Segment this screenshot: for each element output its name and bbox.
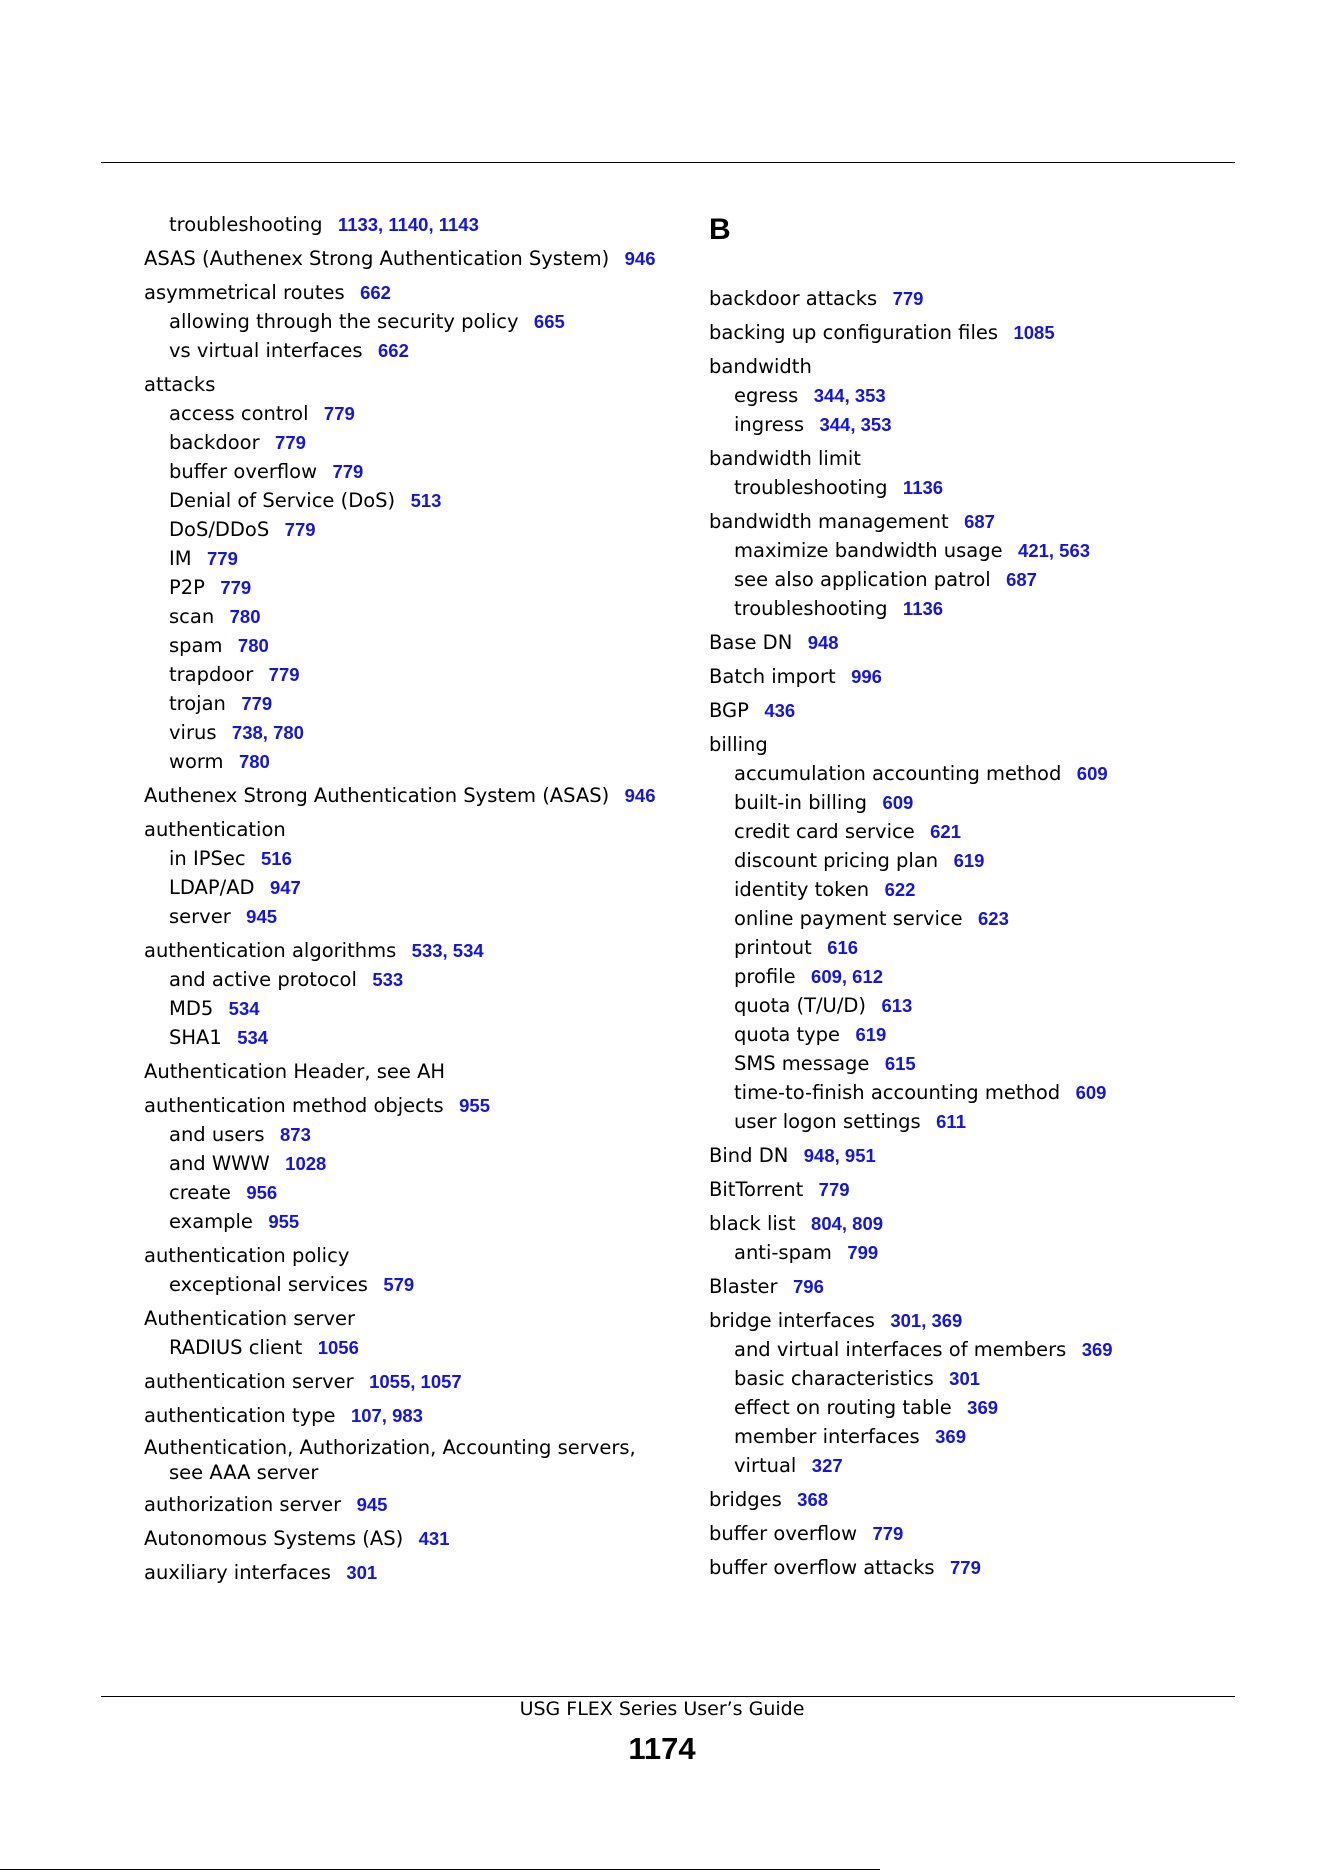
index-term: trojan <box>169 692 226 715</box>
index-term: and active protocol <box>169 968 357 991</box>
page-reference-link[interactable]: 955 <box>268 1211 300 1232</box>
index-entry <box>709 1209 1239 1238</box>
index-subentry <box>709 594 1239 623</box>
index-entry <box>144 244 674 273</box>
index-term: Denial of Service (DoS) <box>169 489 396 512</box>
page-reference-link[interactable]: 946 <box>624 248 656 269</box>
index-term: scan <box>169 605 215 628</box>
bottom-edge-rule <box>0 1869 880 1870</box>
index-term: bridge interfaces <box>709 1309 875 1332</box>
index-term: backdoor attacks <box>709 287 878 310</box>
index-entry <box>144 1524 674 1553</box>
page-reference-link[interactable]: 804, 809 <box>811 1213 884 1234</box>
index-subentry <box>709 962 1239 991</box>
index-entry <box>709 1553 1239 1582</box>
index-term: bandwidth <box>709 355 812 378</box>
page-reference-link[interactable]: 779 <box>872 1523 904 1544</box>
index-term: MD5 <box>169 997 214 1020</box>
index-entry <box>709 696 1239 725</box>
index-entry <box>144 1304 674 1333</box>
page-reference-link[interactable]: 945 <box>356 1494 388 1515</box>
page-reference-link[interactable]: 301, 369 <box>890 1310 963 1331</box>
index-entry <box>144 1057 674 1086</box>
page-reference-link[interactable]: 621 <box>930 821 962 842</box>
page-reference-link[interactable]: 780 <box>238 751 270 772</box>
index-entry <box>144 278 674 307</box>
page-reference-link[interactable]: 779 <box>275 432 306 453</box>
index-subentry <box>709 565 1239 594</box>
page-reference-link[interactable]: 534 <box>237 1027 269 1048</box>
page-reference-link[interactable]: 619 <box>953 850 985 871</box>
index-term: backdoor <box>169 431 260 454</box>
index-term: Authentication, Authorization, Accounting servers, <box>144 1436 636 1459</box>
index-term: allowing through the security policy <box>169 310 519 333</box>
page-reference-link[interactable]: 609 <box>1076 763 1108 784</box>
index-subentry <box>144 1120 674 1149</box>
page-reference-link[interactable]: 611 <box>936 1111 966 1132</box>
page-reference-link[interactable]: 665 <box>533 311 565 332</box>
index-term: troubleshooting <box>734 597 888 620</box>
index-term: IM <box>169 547 192 570</box>
page-reference-link[interactable]: 421, 563 <box>1018 540 1091 561</box>
index-term: and users <box>169 1123 265 1146</box>
index-term: ASAS (Authenex Strong Authentication System) <box>144 247 610 270</box>
index-subentry <box>144 307 674 336</box>
index-term: authentication algorithms <box>144 939 397 962</box>
page-reference-link[interactable]: 344, 353 <box>813 385 886 406</box>
index-subentry <box>144 602 674 631</box>
index-entry <box>709 1306 1239 1335</box>
index-entry <box>709 1485 1239 1514</box>
page-reference-link[interactable]: 779 <box>284 519 316 540</box>
index-subentry <box>144 747 674 776</box>
index-term: quota type <box>734 1023 841 1046</box>
page-reference-link[interactable]: 431 <box>418 1528 450 1549</box>
page-reference-link[interactable]: 662 <box>360 282 391 303</box>
index-subentry <box>709 904 1239 933</box>
index-term-continuation: see AAA server <box>169 1461 319 1484</box>
page-reference-link[interactable]: 948 <box>807 632 839 653</box>
index-term: accumulation accounting method <box>734 762 1062 785</box>
page-reference-link[interactable]: 1085 <box>1013 322 1055 343</box>
index-term: and WWW <box>169 1152 270 1175</box>
index-term: buffer overflow attacks <box>709 1556 935 1579</box>
index-term: ingress <box>734 413 805 436</box>
index-term: spam <box>169 634 223 657</box>
page-reference-link[interactable]: 946 <box>624 785 656 806</box>
header-rule <box>101 162 1235 163</box>
page-reference-link[interactable]: 369 <box>935 1426 967 1447</box>
index-term: basic characteristics <box>734 1367 934 1390</box>
page-reference-link[interactable]: 799 <box>847 1242 879 1263</box>
page-reference-link[interactable]: 616 <box>827 937 859 958</box>
page-reference-link[interactable]: 1133, 1140, 1143 <box>337 214 479 235</box>
index-term: maximize bandwidth usage <box>734 539 1003 562</box>
index-entry <box>144 781 674 810</box>
index-term: buffer overflow <box>709 1522 858 1545</box>
index-subentry <box>709 381 1239 410</box>
page-reference-link[interactable]: 1056 <box>317 1337 359 1358</box>
index-entry <box>709 1272 1239 1301</box>
index-subentry <box>144 457 674 486</box>
index-entry <box>709 507 1239 536</box>
page-reference-link[interactable]: 533 <box>372 969 404 990</box>
index-term: P2P <box>169 576 205 599</box>
index-term: vs virtual interfaces <box>169 339 363 362</box>
page-reference-link[interactable]: 609 <box>882 792 914 813</box>
page-reference-link[interactable]: 948, 951 <box>803 1145 876 1166</box>
index-subentry <box>709 473 1239 502</box>
page-reference-link[interactable]: 945 <box>246 906 278 927</box>
index-column-left <box>144 210 674 1587</box>
page-reference-link[interactable]: 1136 <box>902 477 944 498</box>
index-entry <box>709 1141 1239 1170</box>
index-entry <box>144 1241 674 1270</box>
page-reference-link[interactable]: 780 <box>237 635 269 656</box>
page-reference-link[interactable]: 779 <box>207 548 238 569</box>
index-term: authentication type <box>144 1404 336 1427</box>
index-subentry <box>144 1333 674 1362</box>
index-term: see also application patrol <box>734 568 991 591</box>
index-term: troubleshooting <box>169 213 323 236</box>
index-term: authentication method objects <box>144 1094 444 1117</box>
index-term: authentication server <box>144 1370 354 1393</box>
index-subentry <box>144 486 674 515</box>
page-reference-link[interactable]: 609, 612 <box>811 966 884 987</box>
page-reference-link[interactable]: 687 <box>964 511 995 532</box>
index-subentry <box>709 846 1239 875</box>
index-term: time-to-finish accounting method <box>734 1081 1061 1104</box>
index-subentry <box>709 817 1239 846</box>
index-subentry <box>709 1238 1239 1267</box>
index-subentry <box>709 933 1239 962</box>
index-term: anti-spam <box>734 1241 832 1264</box>
index-subentry <box>144 631 674 660</box>
index-term: billing <box>709 733 768 756</box>
index-term: Autonomous Systems (AS) <box>144 1527 404 1550</box>
index-subentry <box>144 544 674 573</box>
page-reference-link[interactable]: 513 <box>410 490 442 511</box>
index-entry <box>144 1435 674 1485</box>
index-term: bandwidth management <box>709 510 949 533</box>
page-reference-link[interactable]: 779 <box>220 577 252 598</box>
index-entry <box>144 370 674 399</box>
page-reference-link[interactable]: 738, 780 <box>231 722 304 743</box>
page-reference-link[interactable]: 779 <box>332 461 364 482</box>
index-term: LDAP/AD <box>169 876 255 899</box>
index-entry <box>709 730 1239 759</box>
index-term: and virtual interfaces of members <box>734 1338 1067 1361</box>
page-reference-link[interactable]: 615 <box>884 1053 916 1074</box>
index-term: egress <box>734 384 799 407</box>
index-term: printout <box>734 936 812 959</box>
index-subentry <box>144 515 674 544</box>
index-term: Authentication server <box>144 1307 356 1330</box>
index-subentry <box>144 902 674 931</box>
index-subentry <box>144 1178 674 1207</box>
index-term: user logon settings <box>734 1110 921 1133</box>
page-reference-link[interactable]: 779 <box>323 403 355 424</box>
index-term: black list <box>709 1212 796 1235</box>
page-number: 1174 <box>628 1731 696 1766</box>
index-term: attacks <box>144 373 216 396</box>
index-subentry <box>144 573 674 602</box>
index-subentry <box>709 1364 1239 1393</box>
page-reference-link[interactable]: 1136 <box>902 598 944 619</box>
index-entry <box>144 1367 674 1396</box>
index-term: built-in billing <box>734 791 868 814</box>
index-term: DoS/DDoS <box>169 518 270 541</box>
index-term: auxiliary interfaces <box>144 1561 331 1584</box>
index-term: asymmetrical routes <box>144 281 345 304</box>
index-term: Batch import <box>709 665 836 688</box>
index-entry <box>709 444 1239 473</box>
index-subentry <box>144 844 674 873</box>
index-subentry <box>144 873 674 902</box>
index-entry <box>144 1091 674 1120</box>
index-term: troubleshooting <box>734 476 888 499</box>
page-reference-link[interactable]: 622 <box>884 879 916 900</box>
index-entry <box>709 318 1239 347</box>
index-term: SHA1 <box>169 1026 222 1049</box>
page-reference-link[interactable]: 1028 <box>285 1153 327 1174</box>
page-reference-link[interactable]: 301 <box>949 1368 981 1389</box>
index-entry <box>709 284 1239 313</box>
index-term: identity token <box>734 878 870 901</box>
index-term: quota (T/U/D) <box>734 994 867 1017</box>
page-reference-link[interactable]: 619 <box>855 1024 887 1045</box>
index-subentry <box>144 994 674 1023</box>
index-term: access control <box>169 402 309 425</box>
index-term: online payment service <box>734 907 963 930</box>
index-term: BitTorrent <box>709 1178 804 1201</box>
index-subentry <box>144 336 674 365</box>
index-subentry <box>709 1049 1239 1078</box>
index-term: Authenex Strong Authentication System (ASAS) <box>144 784 610 807</box>
index-subentry <box>709 1393 1239 1422</box>
index-subentry <box>144 428 674 457</box>
page-reference-link[interactable]: 533, 534 <box>411 940 484 961</box>
index-subentry <box>709 1451 1239 1480</box>
page-reference-link[interactable]: 516 <box>261 848 292 869</box>
page-reference-link[interactable]: 956 <box>246 1182 278 1203</box>
index-term: buffer overflow <box>169 460 318 483</box>
guide-title: USG FLEX Series User’s Guide <box>519 1698 805 1720</box>
page-reference-link[interactable]: 579 <box>383 1274 415 1295</box>
index-subentry <box>709 991 1239 1020</box>
page-reference-link[interactable]: 613 <box>881 995 913 1016</box>
index-subentry <box>709 1335 1239 1364</box>
page-reference-link[interactable]: 779 <box>950 1557 981 1578</box>
index-term: Base DN <box>709 631 793 654</box>
page-reference-link[interactable]: 687 <box>1006 569 1037 590</box>
page-reference-link[interactable]: 955 <box>459 1095 491 1116</box>
index-subentry <box>144 399 674 428</box>
page-reference-link[interactable]: 662 <box>378 340 409 361</box>
index-term: exceptional services <box>169 1273 368 1296</box>
index-term: in IPSec <box>169 847 246 870</box>
page-reference-link[interactable]: 301 <box>346 1562 378 1583</box>
page-reference-link[interactable]: 779 <box>268 664 300 685</box>
index-term: Authentication Header, see AH <box>144 1060 446 1083</box>
index-entry <box>709 1519 1239 1548</box>
index-entry <box>144 1558 674 1587</box>
page-reference-link[interactable]: 534 <box>228 998 260 1019</box>
index-subentry <box>709 1078 1239 1107</box>
index-subentry <box>144 1149 674 1178</box>
index-subentry <box>709 875 1239 904</box>
index-term: trapdoor <box>169 663 254 686</box>
index-subentry <box>709 410 1239 439</box>
page-reference-link[interactable]: 780 <box>229 606 261 627</box>
index-term: BGP <box>709 699 749 722</box>
index-subentry <box>709 1020 1239 1049</box>
index-entry <box>144 936 674 965</box>
index-term: backing up configuration files <box>709 321 999 344</box>
index-term: SMS message <box>734 1052 870 1075</box>
index-subentry <box>144 210 674 239</box>
page-reference-link[interactable]: 327 <box>811 1455 843 1476</box>
index-term: Bind DN <box>709 1144 789 1167</box>
page-reference-link[interactable]: 779 <box>892 288 924 309</box>
index-term: effect on routing table <box>734 1396 952 1419</box>
index-subentry <box>144 689 674 718</box>
footer-guide-title <box>0 1696 1324 1722</box>
index-subentry <box>709 759 1239 788</box>
page-reference-link[interactable]: 369 <box>967 1397 999 1418</box>
page-reference-link[interactable]: 796 <box>793 1276 824 1297</box>
index-entry <box>709 662 1239 691</box>
page-reference-link[interactable]: 1055, 1057 <box>369 1371 462 1392</box>
index-term: member interfaces <box>734 1425 920 1448</box>
index-entry <box>144 1401 674 1430</box>
index-entry <box>709 352 1239 381</box>
index-entries-right <box>709 284 1239 1582</box>
index-entry <box>709 628 1239 657</box>
page-reference-link[interactable]: 996 <box>851 666 882 687</box>
index-entry <box>144 815 674 844</box>
page-reference-link[interactable]: 344, 353 <box>819 414 892 435</box>
index-term: credit card service <box>734 820 915 843</box>
index-term: authentication policy <box>144 1244 350 1267</box>
index-subentry <box>709 788 1239 817</box>
page-reference-link[interactable]: 623 <box>978 908 1009 929</box>
index-term: authorization server <box>144 1493 342 1516</box>
index-term: discount pricing plan <box>734 849 939 872</box>
page-reference-link[interactable]: 107, 983 <box>350 1405 423 1426</box>
index-column-right <box>709 210 1239 1582</box>
index-subentry <box>709 536 1239 565</box>
index-subentry <box>144 1207 674 1236</box>
page-reference-link[interactable]: 368 <box>797 1489 829 1510</box>
index-subentry <box>709 1107 1239 1136</box>
page-reference-link[interactable]: 779 <box>241 693 273 714</box>
index-entry <box>144 1490 674 1519</box>
index-term: create <box>169 1181 231 1204</box>
index-term: server <box>169 905 231 928</box>
index-term: worm <box>169 750 224 773</box>
index-term: bandwidth limit <box>709 447 861 470</box>
index-term: virus <box>169 721 217 744</box>
index-term: authentication <box>144 818 286 841</box>
page-reference-link[interactable]: 779 <box>818 1179 850 1200</box>
index-term: profile <box>734 965 796 988</box>
index-subentry <box>144 1270 674 1299</box>
index-subentry <box>144 660 674 689</box>
index-subentry <box>144 1023 674 1052</box>
index-term: bridges <box>709 1488 782 1511</box>
page-reference-link[interactable]: 369 <box>1081 1339 1113 1360</box>
index-term: virtual <box>734 1454 797 1477</box>
page-reference-link[interactable]: 436 <box>764 700 796 721</box>
page-reference-link[interactable]: 947 <box>269 877 301 898</box>
index-subentry <box>144 965 674 994</box>
index-subentry <box>709 1422 1239 1451</box>
section-letter: B <box>709 213 731 246</box>
page-reference-link[interactable]: 873 <box>280 1124 311 1145</box>
page-reference-link[interactable]: 609 <box>1075 1082 1107 1103</box>
index-term: Blaster <box>709 1275 778 1298</box>
index-entry <box>709 1175 1239 1204</box>
index-subentry <box>144 718 674 747</box>
index-term: example <box>169 1210 253 1233</box>
index-term: RADIUS client <box>169 1336 303 1359</box>
